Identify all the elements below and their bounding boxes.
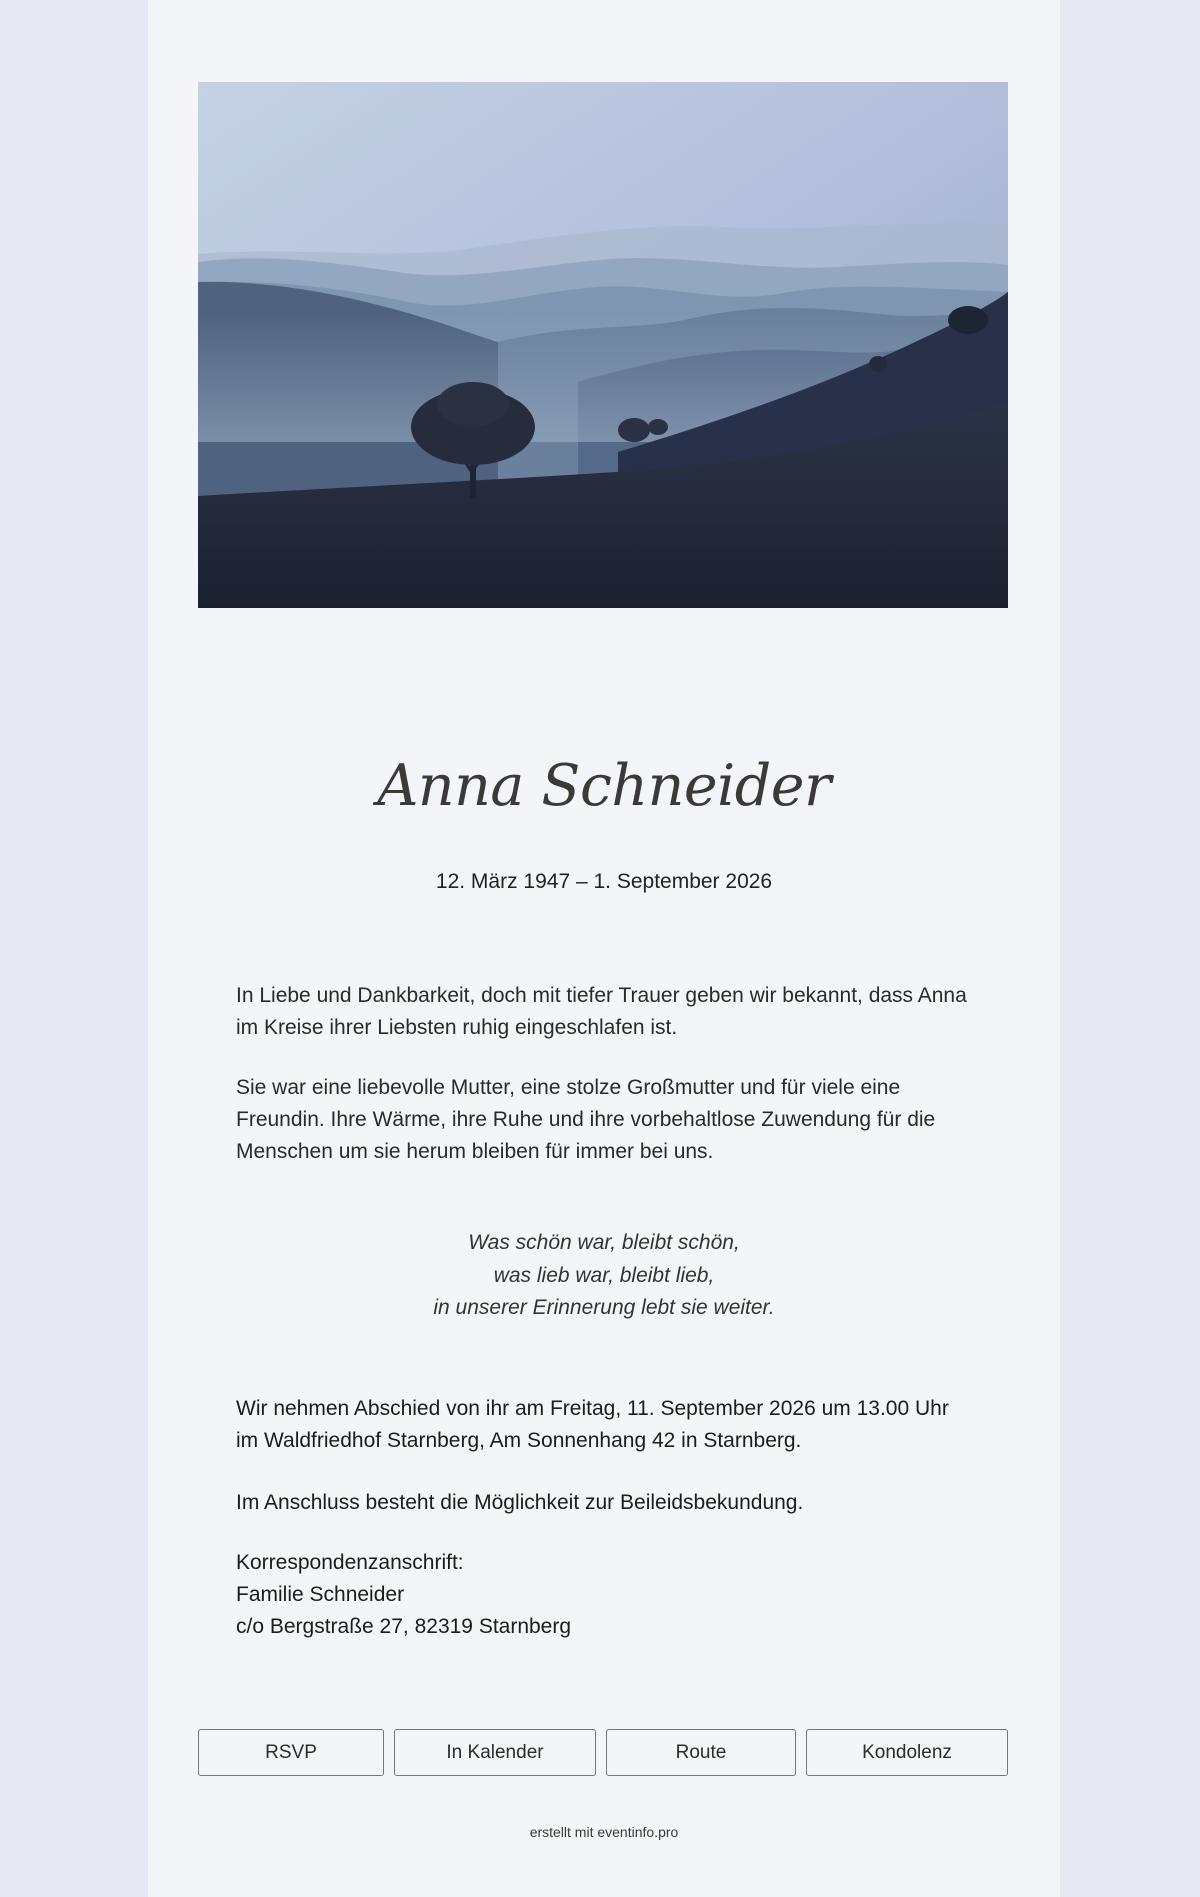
memorial-verse (148, 1227, 1060, 1325)
rsvp-button[interactable]: RSVP (198, 1729, 384, 1776)
landscape-illustration (198, 82, 1008, 608)
deceased-name: Anna Schneider (377, 753, 831, 819)
life-dates: 12. März 1947 – 1. September 2026 (435, 870, 773, 893)
hero-image (198, 82, 1008, 608)
verse-line: Was schön war, bleibt schön, (468, 1231, 740, 1254)
condolence-button[interactable]: Kondolenz (806, 1729, 1008, 1776)
correspondence-street: c/o Bergstraße 27, 82319 Starnberg (236, 1615, 572, 1638)
footer-link[interactable]: erstellt mit eventinfo.pro (529, 1824, 679, 1840)
verse-line: was lieb war, bleibt lieb, (493, 1263, 715, 1287)
verse-line: in unserer Erinnerung lebt sie weiter. (433, 1296, 775, 1319)
add-to-calendar-button[interactable]: In Kalender (394, 1729, 596, 1776)
correspondence-label: Korrespondenzanschrift: (236, 1551, 464, 1574)
correspondence-family: Familie Schneider (236, 1583, 405, 1606)
announcement-paragraph-2: Sie war eine liebevolle Mutter, eine stolze Großmutter und für viele eine Freundin. Ihre Wärme, ihre Ruhe und ihre vorbehaltlose Zuwendung für die Menschen um sie herum bleiben für immer bei uns. (236, 1076, 936, 1163)
service-details: Wir nehmen Abschied von ihr am Freitag, 11. September 2026 um 13.00 Uhr im Waldfriedhof Starnberg, Am Sonnenhang 42 in Starnberg. (236, 1397, 949, 1452)
condolence-note: Im Anschluss besteht die Möglichkeit zur Beileidsbekundung. (236, 1491, 804, 1514)
correspondence-address (236, 1547, 571, 1643)
obituary-card (148, 0, 1060, 1897)
announcement-paragraph-1: In Liebe und Dankbarkeit, doch mit tiefer Trauer geben wir bekannt, dass Anna im Kreise ihrer Liebsten ruhig eingeschlafen ist. (236, 984, 967, 1039)
route-button[interactable]: Route (606, 1729, 796, 1776)
footer (148, 1824, 1060, 1840)
